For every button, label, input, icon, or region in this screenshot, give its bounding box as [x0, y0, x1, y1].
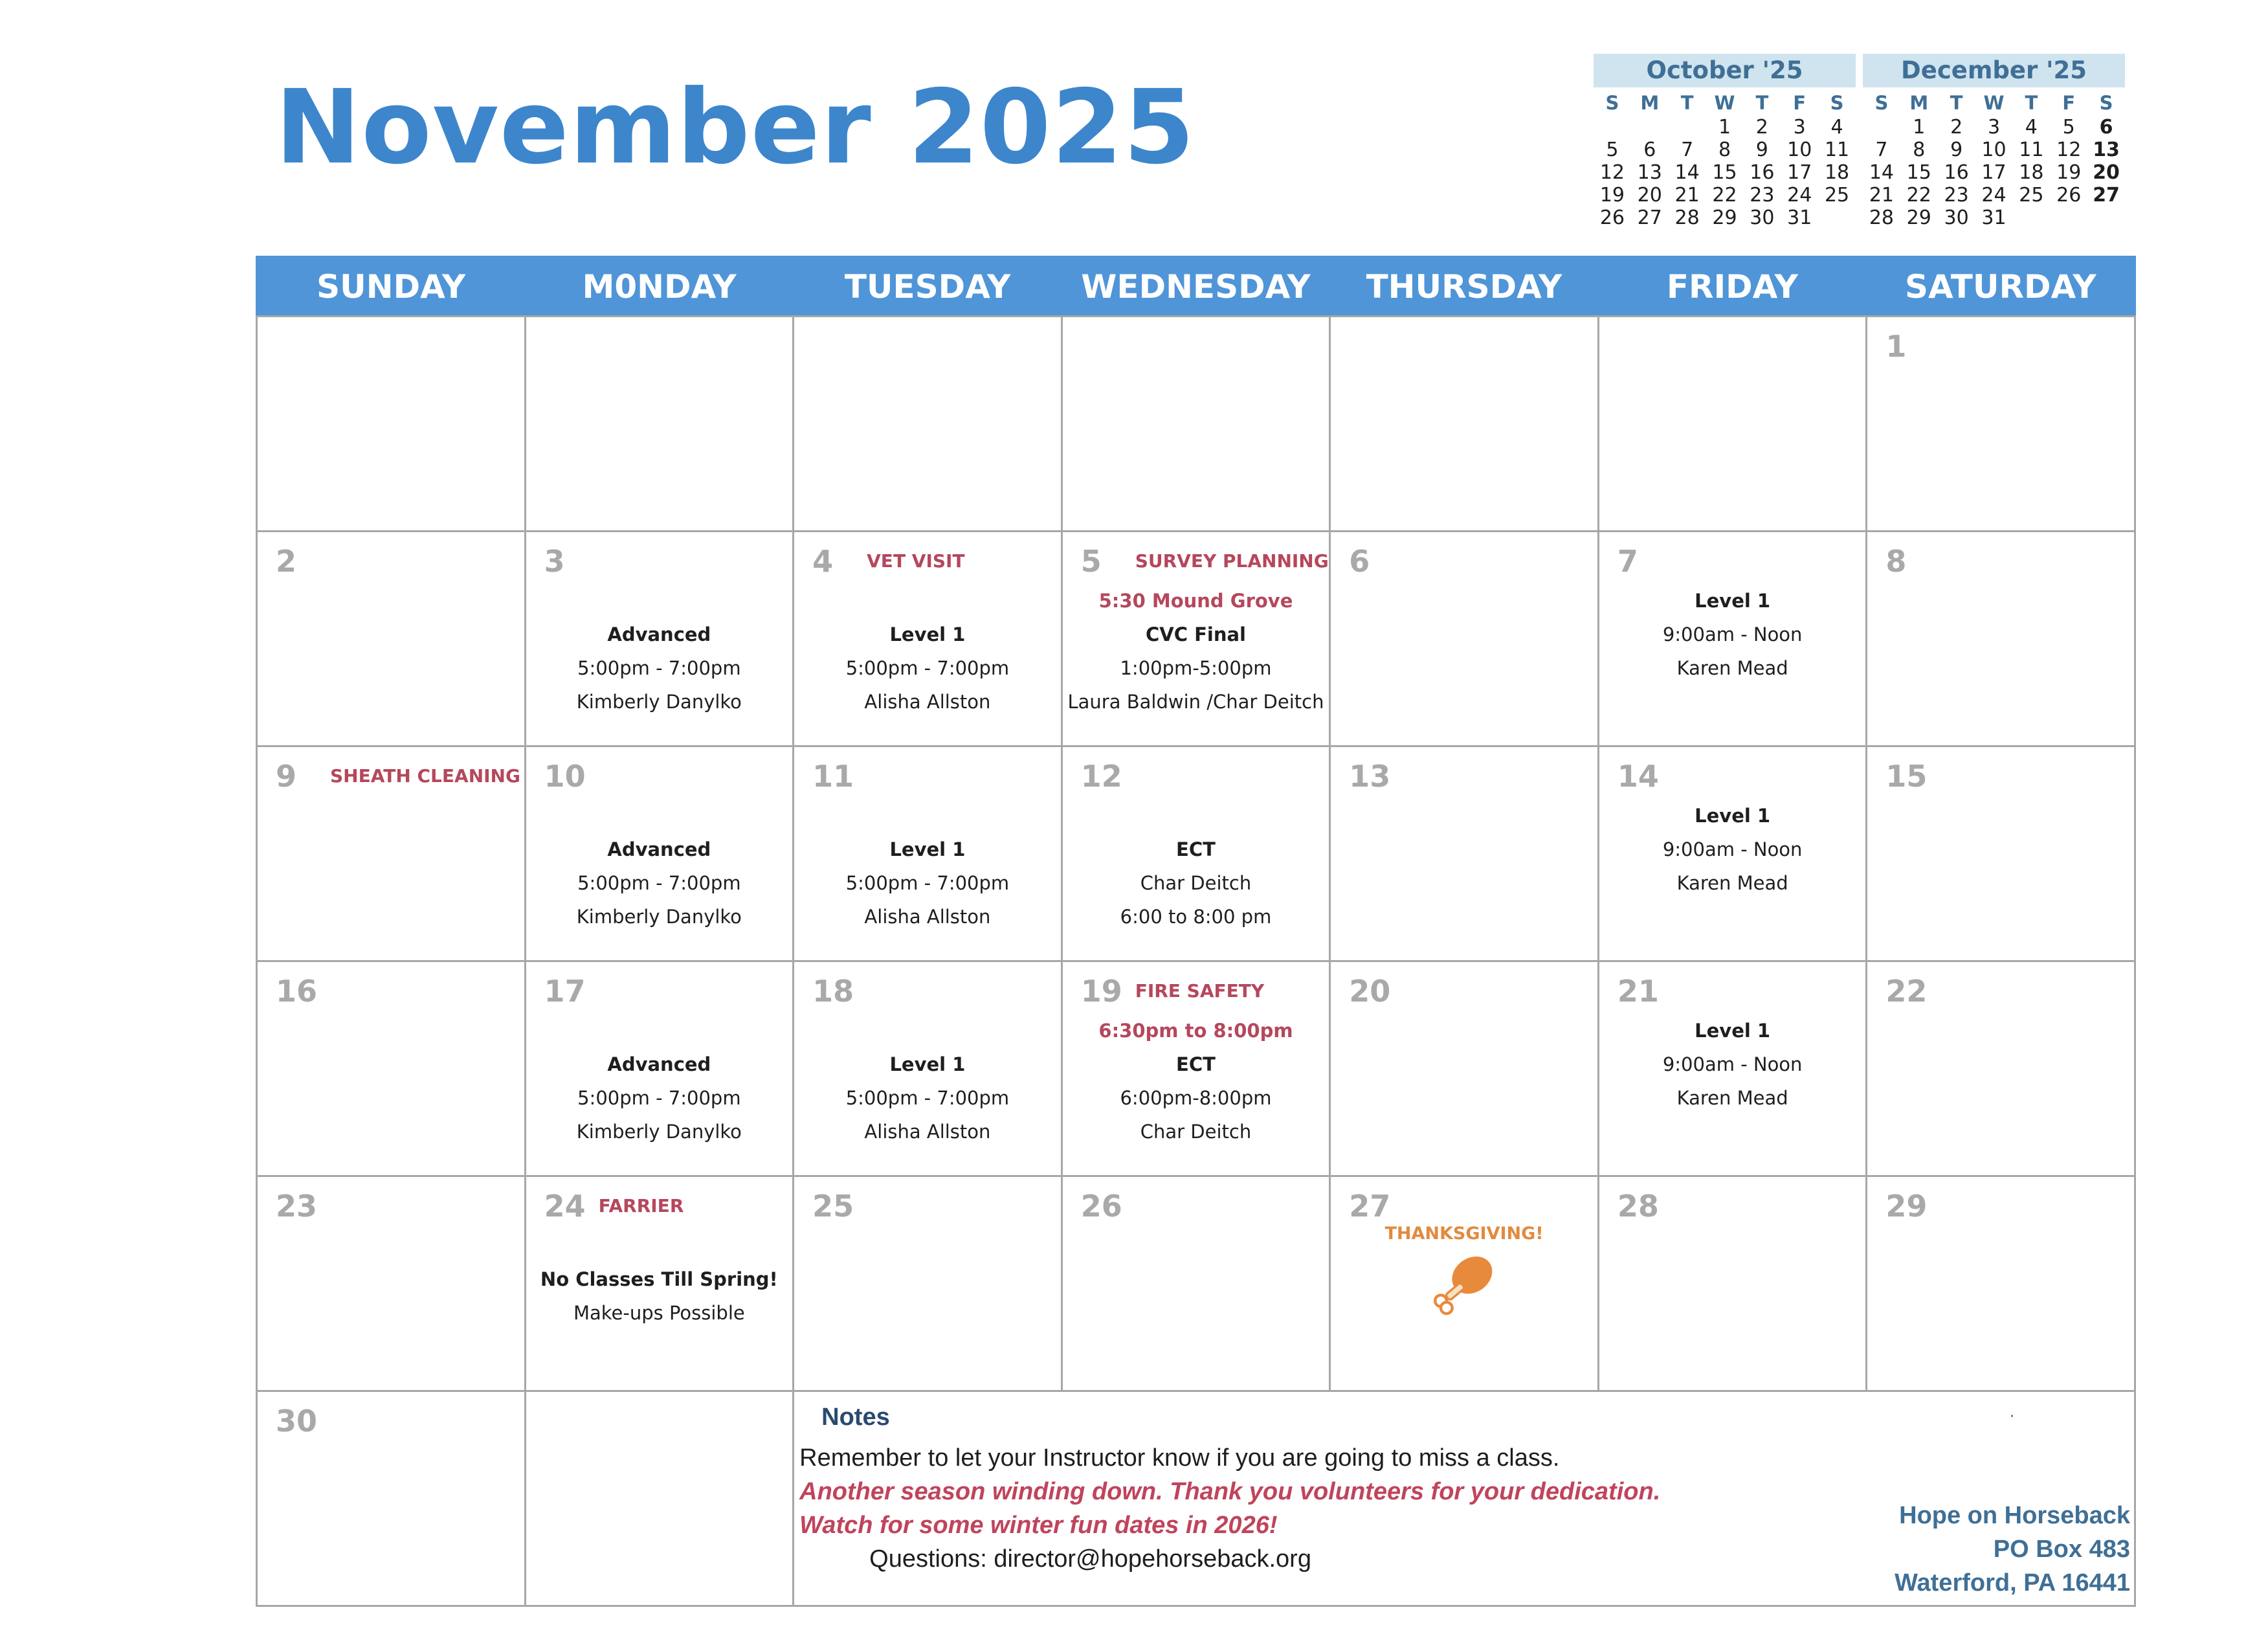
- print-speck: ·: [2009, 1405, 2015, 1424]
- day-cell: [1331, 747, 1599, 962]
- day-cell: [258, 1392, 526, 1607]
- notes-body: [799, 1441, 1660, 1576]
- day-number: 8: [1885, 544, 1907, 579]
- day-cell: [1063, 1177, 1331, 1392]
- mini-calendar-title: December '25: [1863, 54, 2125, 87]
- day-number: 30: [276, 1404, 318, 1439]
- weekday-header: [256, 256, 2136, 315]
- event-label: FIRE SAFETY: [1135, 980, 1265, 1002]
- detail-line: Advanced: [607, 838, 711, 860]
- day-number: 26: [1080, 1189, 1122, 1224]
- mini-day-number: 28: [1869, 207, 1895, 229]
- notes-title: Notes: [821, 1404, 890, 1431]
- detail-line: [1063, 799, 1329, 833]
- mini-weekday-label: M: [1640, 92, 1660, 114]
- weekday-label: WEDNESDAY: [1081, 268, 1311, 306]
- mini-day-number: [1669, 116, 1706, 139]
- detail-line: 9:00am - Noon: [1662, 838, 1803, 860]
- detail-line: Laura Baldwin /Char Deitch: [1067, 691, 1324, 713]
- mini-day-number: 14: [1674, 161, 1700, 184]
- notes-box: [794, 1392, 2136, 1607]
- mini-day-number: 21: [1674, 184, 1700, 207]
- weekday-label: TUESDAY: [844, 268, 1011, 306]
- detail-line: 6:00 to 8:00 pm: [1120, 906, 1272, 928]
- day-number: 4: [812, 544, 834, 579]
- day-number: 29: [1885, 1189, 1928, 1224]
- mini-calendar-title: October '25: [1594, 54, 1856, 87]
- day-cell: [1063, 532, 1331, 747]
- mini-day-number: 13: [2093, 139, 2120, 161]
- notes-thanks: Another season winding down. Thank you volunteers for your dedication.: [799, 1478, 1661, 1505]
- event-label: VET VISIT: [867, 550, 965, 572]
- notes-contact: Questions: director@hopehorseback.org: [869, 1545, 1311, 1573]
- mini-day-number: 5: [1606, 139, 1619, 161]
- class-details: [794, 1014, 1061, 1148]
- mini-day-number: 26: [2056, 184, 2082, 207]
- mini-day-number: 18: [1824, 161, 1850, 184]
- mini-day-number: 24: [1787, 184, 1812, 207]
- day-number: 5: [1080, 544, 1102, 579]
- day-number: 2: [276, 544, 297, 579]
- mini-calendar-october: [1594, 54, 1856, 229]
- day-number: 17: [544, 974, 586, 1009]
- day-number: 3: [544, 544, 565, 579]
- mini-day-number: 19: [1599, 184, 1625, 207]
- detail-line: Level 1: [1695, 590, 1771, 612]
- day-cell: [794, 317, 1063, 532]
- mini-weekday-label: W: [1714, 92, 1735, 114]
- day-cell: [1867, 747, 2136, 962]
- detail-line: Level 1: [1695, 805, 1771, 827]
- mini-day-number: 22: [1906, 184, 1931, 207]
- mini-day-number: 20: [1637, 184, 1662, 207]
- detail-line: Alisha Allston: [864, 906, 991, 928]
- detail-line: Alisha Allston: [864, 691, 991, 713]
- day-number: 23: [276, 1189, 318, 1224]
- mini-weekday-label: M: [1909, 92, 1929, 114]
- mini-weekday-label: T: [1755, 92, 1769, 114]
- mini-day-number: 11: [1824, 139, 1850, 161]
- mini-weekday-label: S: [1874, 92, 1889, 114]
- mini-day-number: [1818, 207, 1856, 229]
- detail-line: 5:30 Mound Grove: [1098, 590, 1293, 612]
- mini-day-number: 23: [1750, 184, 1775, 207]
- detail-line: 5:00pm - 7:00pm: [845, 1087, 1010, 1109]
- mini-weekday-label: W: [1983, 92, 2005, 114]
- mini-day-number: 25: [2019, 184, 2044, 207]
- detail-line: Advanced: [607, 1053, 711, 1075]
- org-name: Hope on Horseback: [1899, 1502, 2130, 1529]
- detail-line: [526, 799, 793, 833]
- mini-day-number: 7: [1875, 139, 1888, 161]
- class-details: [526, 1229, 793, 1330]
- day-number: 18: [812, 974, 854, 1009]
- detail-line: Level 1: [889, 1053, 966, 1075]
- day-number: 1: [1885, 329, 1907, 364]
- day-cell: [794, 747, 1063, 962]
- mini-day-number: [1631, 116, 1669, 139]
- day-cell: [1331, 532, 1599, 747]
- mini-day-number: 19: [2056, 161, 2082, 184]
- day-cell: [1599, 962, 1868, 1177]
- class-details: [526, 799, 793, 934]
- mini-day-number: 29: [1712, 207, 1737, 229]
- mini-day-number: 15: [1712, 161, 1737, 184]
- mini-day-number: 2: [1755, 116, 1768, 139]
- mini-day-number: 3: [1793, 116, 1806, 139]
- detail-line: Karen Mead: [1676, 657, 1788, 679]
- detail-line: Kimberly Danylko: [576, 1121, 742, 1143]
- event-label: SURVEY PLANNING: [1135, 550, 1329, 572]
- mini-day-number: [2012, 207, 2050, 229]
- weekday-label: THURSDAY: [1366, 268, 1562, 306]
- mini-day-number: 9: [1755, 139, 1768, 161]
- detail-line: [526, 1229, 793, 1262]
- mini-day-number: 16: [1750, 161, 1775, 184]
- detail-line: Advanced: [607, 623, 711, 645]
- mini-day-number: 4: [2025, 116, 2038, 139]
- class-details: [526, 584, 793, 719]
- day-number: 14: [1617, 759, 1659, 794]
- mini-day-number: 30: [1750, 207, 1775, 229]
- day-cell: [258, 747, 526, 962]
- detail-line: [794, 1014, 1061, 1048]
- day-number: 12: [1080, 759, 1122, 794]
- mini-day-number: 23: [1944, 184, 1969, 207]
- day-cell: [1063, 317, 1331, 532]
- mini-day-number: [2087, 207, 2125, 229]
- turkey-leg-icon: [1427, 1249, 1498, 1321]
- day-number: 15: [1885, 759, 1928, 794]
- mini-day-number: 18: [2019, 161, 2044, 184]
- detail-line: Make-ups Possible: [573, 1302, 745, 1324]
- mini-day-number: 21: [1869, 184, 1895, 207]
- class-details: [794, 584, 1061, 719]
- mini-weekday-label: F: [1793, 92, 1807, 114]
- mini-day-number: 15: [1906, 161, 1931, 184]
- day-cell: [794, 1177, 1063, 1392]
- mini-day-number: 7: [1681, 139, 1694, 161]
- event-label: FARRIER: [598, 1195, 684, 1216]
- mini-day-number: 31: [1981, 207, 2007, 229]
- class-details: [1599, 584, 1866, 685]
- mini-day-number: 8: [1913, 139, 1926, 161]
- day-cell: [1331, 962, 1599, 1177]
- mini-day-number: 1: [1913, 116, 1926, 139]
- mini-calendar-grid: [1863, 90, 2125, 229]
- notes-winter: Watch for some winter fun dates in 2026!: [799, 1512, 1278, 1539]
- detail-line: 5:00pm - 7:00pm: [577, 1087, 741, 1109]
- day-cell: [1867, 1177, 2136, 1392]
- mini-day-number: 20: [2093, 161, 2120, 184]
- detail-line: 5:00pm - 7:00pm: [845, 872, 1010, 894]
- class-details: [1599, 799, 1866, 900]
- detail-line: Level 1: [889, 838, 966, 860]
- day-cell: [1599, 747, 1868, 962]
- detail-line: [794, 584, 1061, 618]
- day-cell: [1599, 532, 1868, 747]
- mini-day-number: 8: [1718, 139, 1731, 161]
- class-details: [1599, 1014, 1866, 1115]
- class-details: [1063, 1014, 1329, 1148]
- mini-day-number: 11: [2019, 139, 2044, 161]
- day-number: 13: [1349, 759, 1391, 794]
- day-cell: [1599, 1177, 1868, 1392]
- detail-line: Kimberly Danylko: [576, 691, 742, 713]
- mini-calendar-december: [1863, 54, 2125, 229]
- mini-day-number: 29: [1906, 207, 1931, 229]
- day-cell: [258, 1177, 526, 1392]
- day-cell: [1867, 962, 2136, 1177]
- mini-day-number: 16: [1944, 161, 1969, 184]
- mini-weekday-label: T: [1950, 92, 1963, 114]
- detail-line: Level 1: [1695, 1020, 1771, 1042]
- day-cell: [794, 532, 1063, 747]
- day-cell: [1063, 747, 1331, 962]
- mini-weekday-label: F: [2062, 92, 2076, 114]
- detail-line: Char Deitch: [1140, 1121, 1252, 1143]
- day-number: 27: [1349, 1189, 1391, 1224]
- mini-weekday-label: T: [1680, 92, 1694, 114]
- mini-day-number: 17: [1981, 161, 2007, 184]
- day-number: 20: [1349, 974, 1391, 1009]
- day-cell-empty: [526, 1392, 795, 1607]
- calendar: [256, 256, 2136, 1607]
- detail-line: ECT: [1176, 838, 1216, 860]
- org-po-box: PO Box 483: [1993, 1536, 2130, 1563]
- day-number: 22: [1885, 974, 1928, 1009]
- calendar-grid: [256, 315, 2136, 1607]
- mini-day-number: [1863, 116, 1900, 139]
- mini-day-number: 27: [1637, 207, 1662, 229]
- notes-reminder: Remember to let your Instructor know if you are going to miss a class.: [799, 1444, 1560, 1472]
- weekday-label: SATURDAY: [1904, 268, 2096, 306]
- mini-day-number: 31: [1787, 207, 1812, 229]
- mini-day-number: [2050, 207, 2087, 229]
- day-cell: [526, 962, 795, 1177]
- detail-line: 6:00pm-8:00pm: [1120, 1087, 1272, 1109]
- mini-day-number: [1594, 116, 1631, 139]
- day-cell: [1599, 317, 1868, 532]
- mini-weekday-label: S: [2099, 92, 2113, 114]
- mini-day-number: 3: [1987, 116, 2001, 139]
- detail-line: Char Deitch: [1140, 872, 1252, 894]
- mini-day-number: 2: [1950, 116, 1963, 139]
- detail-line: 1:00pm-5:00pm: [1120, 657, 1272, 679]
- mini-weekday-label: S: [1605, 92, 1619, 114]
- mini-day-number: 10: [1981, 139, 2007, 161]
- mini-day-number: 30: [1944, 207, 1969, 229]
- mini-day-number: 13: [1637, 161, 1662, 184]
- day-cell: [1867, 532, 2136, 747]
- mini-day-number: 28: [1674, 207, 1700, 229]
- day-number: 24: [544, 1189, 586, 1224]
- detail-line: CVC Final: [1145, 623, 1246, 645]
- mini-day-number: 9: [1950, 139, 1963, 161]
- organization-address: [1895, 1499, 2130, 1600]
- class-details: [794, 799, 1061, 934]
- day-cell: [526, 1177, 795, 1392]
- mini-weekday-label: T: [2025, 92, 2038, 114]
- weekday-label: SUNDAY: [317, 268, 466, 306]
- day-number: 28: [1617, 1189, 1659, 1224]
- detail-line: 5:00pm - 7:00pm: [577, 872, 741, 894]
- detail-line: 5:00pm - 7:00pm: [577, 657, 741, 679]
- detail-line: Karen Mead: [1676, 872, 1788, 894]
- detail-line: 6:30pm to 8:00pm: [1098, 1020, 1293, 1042]
- mini-weekday-label: S: [1830, 92, 1844, 114]
- org-city: Waterford, PA 16441: [1895, 1569, 2130, 1597]
- day-cell: [1063, 962, 1331, 1177]
- day-cell: [794, 962, 1063, 1177]
- mini-day-number: 4: [1830, 116, 1843, 139]
- mini-day-number: 12: [1599, 161, 1625, 184]
- detail-line: [526, 1014, 793, 1048]
- class-details: [1063, 584, 1329, 719]
- detail-line: Alisha Allston: [864, 1121, 991, 1143]
- day-cell: [1867, 317, 2136, 532]
- mini-day-number: 24: [1981, 184, 2007, 207]
- detail-line: 9:00am - Noon: [1662, 1053, 1803, 1075]
- mini-day-number: 6: [1643, 139, 1656, 161]
- mini-day-number: 17: [1787, 161, 1812, 184]
- mini-day-number: 26: [1599, 207, 1625, 229]
- mini-day-number: 27: [2093, 184, 2120, 207]
- day-number: 21: [1617, 974, 1659, 1009]
- holiday-label: THANKSGIVING!: [1384, 1224, 1544, 1244]
- day-number: 7: [1617, 544, 1638, 579]
- day-cell: [258, 317, 526, 532]
- weekday-label: M0NDAY: [582, 268, 737, 306]
- day-number: 16: [276, 974, 318, 1009]
- detail-line: 5:00pm - 7:00pm: [845, 657, 1010, 679]
- day-number: 19: [1080, 974, 1122, 1009]
- mini-day-number: 1: [1718, 116, 1731, 139]
- detail-line: [526, 584, 793, 618]
- month-title: November 2025: [275, 68, 1195, 187]
- class-details: [526, 1014, 793, 1148]
- day-cell: [1331, 317, 1599, 532]
- event-label: SHEATH CLEANING: [330, 765, 520, 787]
- mini-day-number: 6: [2099, 116, 2113, 139]
- detail-line: Karen Mead: [1676, 1087, 1788, 1109]
- mini-calendar-grid: [1594, 90, 1856, 229]
- detail-line: Kimberly Danylko: [576, 906, 742, 928]
- day-cell: [258, 962, 526, 1177]
- weekday-label: FRIDAY: [1666, 268, 1798, 306]
- day-number: 6: [1349, 544, 1370, 579]
- day-cell: [258, 532, 526, 747]
- day-cell: [526, 747, 795, 962]
- class-details: [1063, 799, 1329, 934]
- day-number: 10: [544, 759, 586, 794]
- mini-day-number: 12: [2056, 139, 2082, 161]
- day-number: 9: [276, 759, 297, 794]
- day-number: 11: [812, 759, 854, 794]
- detail-line: Level 1: [889, 623, 966, 645]
- detail-line: No Classes Till Spring!: [540, 1268, 778, 1290]
- mini-day-number: 22: [1712, 184, 1737, 207]
- day-cell: [526, 317, 795, 532]
- day-cell: [1331, 1177, 1599, 1392]
- day-number: 25: [812, 1189, 854, 1224]
- detail-line: [794, 799, 1061, 833]
- detail-line: ECT: [1176, 1053, 1216, 1075]
- mini-day-number: 10: [1787, 139, 1812, 161]
- detail-line: 9:00am - Noon: [1662, 623, 1803, 645]
- mini-day-number: 5: [2062, 116, 2075, 139]
- mini-day-number: 25: [1824, 184, 1850, 207]
- mini-day-number: 14: [1869, 161, 1895, 184]
- day-cell: [526, 532, 795, 747]
